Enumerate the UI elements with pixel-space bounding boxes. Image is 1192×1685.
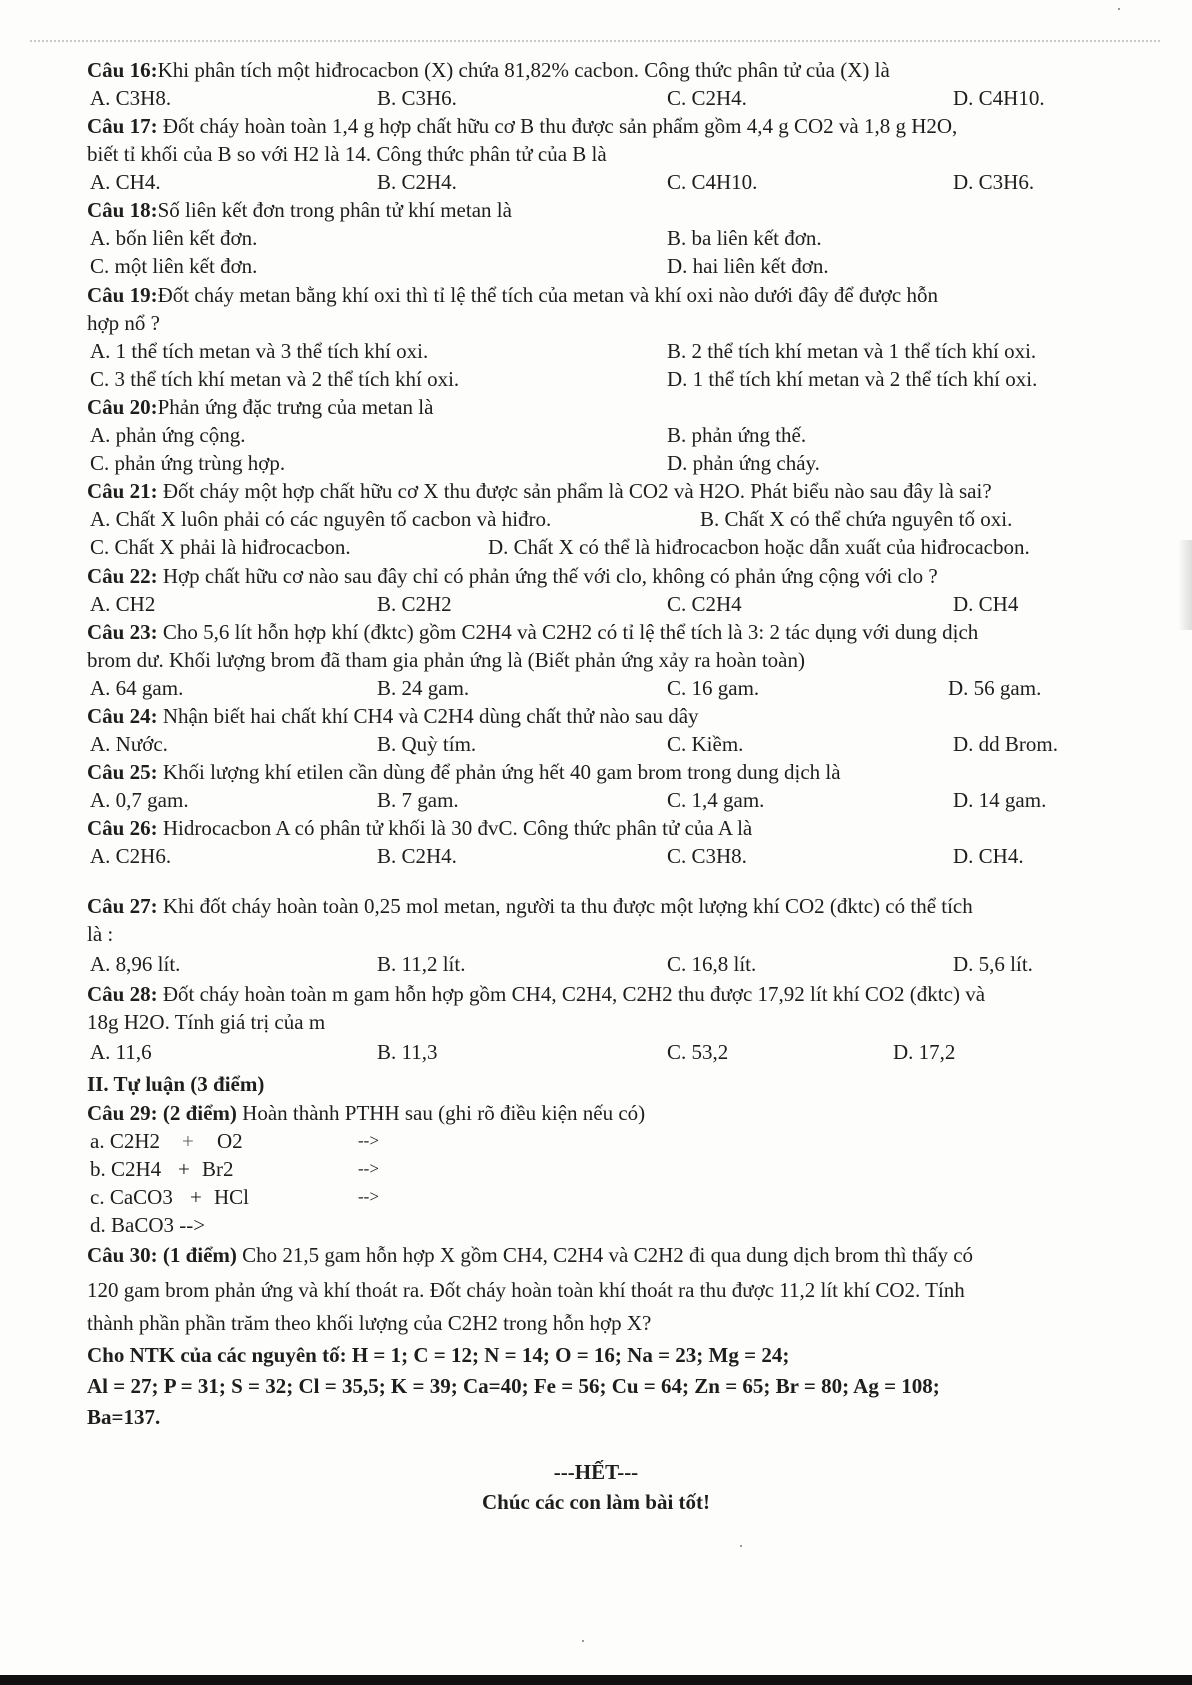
option-a: A. Nước. bbox=[90, 732, 168, 756]
question-18: Câu 18:Số liên kết đơn trong phân tử khí metan là bbox=[87, 198, 512, 222]
option-b: B. 24 gam. bbox=[377, 676, 470, 700]
option-d: D. CH4 bbox=[953, 592, 1019, 616]
option-d: D. 1 thể tích khí metan và 2 thể tích khí oxi. bbox=[667, 367, 1038, 391]
option-b: B. Chất X có thể chứa nguyên tố oxi. bbox=[700, 507, 1013, 531]
question-21: Câu 21: Đốt cháy một hợp chất hữu cơ X thu được sản phẩm là CO2 và H2O. Phát biểu nào sau đây là sai? bbox=[87, 479, 992, 503]
option-b: B. 7 gam. bbox=[377, 788, 459, 812]
question-16: Câu 16:Khi phân tích một hiđrocacbon (X) chứa 81,82% cacbon. Công thức phân tử của (X) là bbox=[87, 58, 890, 82]
option-a: A. 11,6 bbox=[90, 1040, 152, 1064]
option-c: C. Kiềm. bbox=[667, 732, 744, 756]
option-a: A. CH2 bbox=[90, 592, 156, 616]
question-27-cont: là : bbox=[87, 922, 114, 946]
option-b: B. 2 thể tích khí metan và 1 thể tích khí oxi. bbox=[667, 339, 1037, 363]
option-d: D. 5,6 lít. bbox=[953, 952, 1033, 976]
option-c: C. C2H4. bbox=[667, 86, 747, 110]
question-23-cont: brom dư. Khối lượng brom đã tham gia phản ứng là (Biết phản ứng xảy ra hoàn toàn) bbox=[87, 648, 805, 672]
question-30-cont2: thành phần phần trăm theo khối lượng của C2H2 trong hỗn hợp X? bbox=[87, 1311, 652, 1335]
reaction-a-arrow: --> bbox=[358, 1131, 379, 1150]
question-28: Câu 28: Đốt cháy hoàn toàn m gam hỗn hợp gồm CH4, C2H4, C2H2 thu được 17,92 lít khí CO2 (đktc) và bbox=[87, 982, 986, 1006]
reaction-b-arrow: --> bbox=[358, 1159, 379, 1178]
option-c: C. 1,4 gam. bbox=[667, 788, 765, 812]
scan-bottom-border bbox=[0, 1675, 1192, 1685]
option-d: D. dd Brom. bbox=[953, 732, 1058, 756]
option-c: C. C3H8. bbox=[667, 844, 747, 868]
reaction-b-plus: + bbox=[178, 1157, 190, 1181]
option-b: B. ba liên kết đơn. bbox=[667, 226, 822, 250]
option-a: A. bốn liên kết đơn. bbox=[90, 226, 258, 250]
option-d: D. phản ứng cháy. bbox=[667, 451, 820, 475]
reaction-a-left: a. C2H2 bbox=[90, 1129, 160, 1153]
question-30-cont: 120 gam brom phản ứng và khí thoát ra. Đốt cháy hoàn toàn khí thoát ra thu được 11,2 lít khí CO2. Tính bbox=[87, 1278, 965, 1302]
question-24: Câu 24: Nhận biết hai chất khí CH4 và C2H4 dùng chất thử nào sau dây bbox=[87, 704, 699, 728]
option-a: A. 1 thể tích metan và 3 thể tích khí oxi. bbox=[90, 339, 429, 363]
question-22: Câu 22: Hợp chất hữu cơ nào sau đây chỉ có phản ứng thế với clo, không có phản ứng cộng với clo ? bbox=[87, 564, 938, 588]
reaction-b-right: Br2 bbox=[202, 1157, 234, 1181]
scan-speck bbox=[740, 1545, 742, 1547]
option-b: B. 11,3 bbox=[377, 1040, 438, 1064]
scan-speck bbox=[582, 1640, 584, 1642]
option-d: D. hai liên kết đơn. bbox=[667, 254, 829, 278]
reaction-c-plus: + bbox=[190, 1185, 202, 1209]
option-b: B. C2H2 bbox=[377, 592, 452, 616]
option-b: B. C2H4. bbox=[377, 844, 457, 868]
option-b: B. Quỳ tím. bbox=[377, 732, 477, 756]
end-marker: ---HẾT--- bbox=[553, 1460, 639, 1484]
question-19-cont: hợp nổ ? bbox=[87, 311, 160, 335]
option-b: B. phản ứng thế. bbox=[667, 423, 807, 447]
reaction-c-arrow: --> bbox=[358, 1187, 379, 1206]
option-c: C. C4H10. bbox=[667, 170, 758, 194]
option-a: A. phản ứng cộng. bbox=[90, 423, 246, 447]
essay-heading: II. Tự luận (3 điểm) bbox=[87, 1072, 265, 1096]
ntk-line-2: Al = 27; P = 31; S = 32; Cl = 35,5; K = 39; Ca=40; Fe = 56; Cu = 64; Zn = 65; Br = 80; Ag = 108; bbox=[87, 1374, 940, 1398]
option-a: A. 0,7 gam. bbox=[90, 788, 189, 812]
option-c: C. 16,8 lít. bbox=[667, 952, 757, 976]
reaction-a-plus: + bbox=[182, 1129, 194, 1153]
option-d: D. 14 gam. bbox=[953, 788, 1047, 812]
option-a: A. 8,96 lít. bbox=[90, 952, 181, 976]
question-17: Câu 17: Đốt cháy hoàn toàn 1,4 g hợp chất hữu cơ B thu được sản phẩm gồm 4,4 g CO2 và 1,8 g H2O, bbox=[87, 114, 958, 138]
option-a: A. C3H8. bbox=[90, 86, 172, 110]
option-d: D. CH4. bbox=[953, 844, 1024, 868]
scan-speck bbox=[1118, 8, 1120, 10]
option-d: D. C4H10. bbox=[953, 86, 1045, 110]
option-c: C. Chất X phải là hiđrocacbon. bbox=[90, 535, 351, 559]
question-27: Câu 27: Khi đốt cháy hoàn toàn 0,25 mol metan, người ta thu được một lượng khí CO2 (đktc) có thể tích bbox=[87, 894, 973, 918]
question-17-cont: biết tỉ khối của B so với H2 là 14. Công thức phân tử của B là bbox=[87, 142, 607, 166]
question-20: Câu 20:Phản ứng đặc trưng của metan là bbox=[87, 395, 434, 419]
closing-wish: Chúc các con làm bài tốt! bbox=[481, 1490, 711, 1514]
option-b: B. C2H4. bbox=[377, 170, 457, 194]
option-b: B. 11,2 lít. bbox=[377, 952, 466, 976]
reaction-d: d. BaCO3 --> bbox=[90, 1213, 206, 1237]
option-a: A. 64 gam. bbox=[90, 676, 184, 700]
option-c: C. phản ứng trùng hợp. bbox=[90, 451, 286, 475]
option-c: C. 53,2 bbox=[667, 1040, 729, 1064]
question-26: Câu 26: Hidrocacbon A có phân tử khối là 30 đvC. Công thức phân tử của A là bbox=[87, 816, 753, 840]
option-c: C. 3 thể tích khí metan và 2 thể tích khí oxi. bbox=[90, 367, 460, 391]
option-c: C. một liên kết đơn. bbox=[90, 254, 258, 278]
question-23: Câu 23: Cho 5,6 lít hỗn hợp khí (đktc) gồm C2H4 và C2H2 có tỉ lệ thể tích là 3: 2 tác dụng với dung dịch bbox=[87, 620, 979, 644]
option-a: A. CH4. bbox=[90, 170, 161, 194]
question-29: Câu 29: (2 điểm) Hoàn thành PTHH sau (ghi rõ điều kiện nếu có) bbox=[87, 1101, 646, 1125]
question-30: Câu 30: (1 điểm) Cho 21,5 gam hỗn hợp X gồm CH4, C2H4 và C2H2 đi qua dung dịch brom thì thấy có bbox=[87, 1243, 974, 1267]
ntk-line-3: Ba=137. bbox=[87, 1405, 161, 1429]
option-a: A. C2H6. bbox=[90, 844, 172, 868]
reaction-c-right: HCl bbox=[214, 1185, 250, 1209]
ntk-line-1: Cho NTK của các nguyên tố: H = 1; C = 12; N = 14; O = 16; Na = 23; Mg = 24; bbox=[87, 1343, 790, 1367]
option-a: A. Chất X luôn phải có các nguyên tố cacbon và hiđro. bbox=[90, 507, 552, 531]
option-d: D. Chất X có thể là hiđrocacbon hoặc dẫn xuất của hiđrocacbon. bbox=[488, 535, 1030, 559]
scan-edge-shadow bbox=[1178, 540, 1192, 630]
reaction-b-left: b. C2H4 bbox=[90, 1157, 162, 1181]
question-28-cont: 18g H2O. Tính giá trị của m bbox=[87, 1010, 326, 1034]
option-d: D. 56 gam. bbox=[948, 676, 1042, 700]
option-d: D. 17,2 bbox=[893, 1040, 956, 1064]
option-d: D. C3H6. bbox=[953, 170, 1035, 194]
option-c: C. C2H4 bbox=[667, 592, 742, 616]
reaction-a-right: O2 bbox=[217, 1129, 243, 1153]
reaction-c-left: c. CaCO3 bbox=[90, 1185, 173, 1209]
question-25: Câu 25: Khối lượng khí etilen cần dùng để phản ứng hết 40 gam brom trong dung dịch là bbox=[87, 760, 841, 784]
question-19: Câu 19:Đốt cháy metan bằng khí oxi thì tỉ lệ thể tích của metan và khí oxi nào dưới đây để được hỗn bbox=[87, 283, 938, 307]
option-c: C. 16 gam. bbox=[667, 676, 760, 700]
scan-artifact-top bbox=[30, 40, 1160, 44]
option-b: B. C3H6. bbox=[377, 86, 457, 110]
